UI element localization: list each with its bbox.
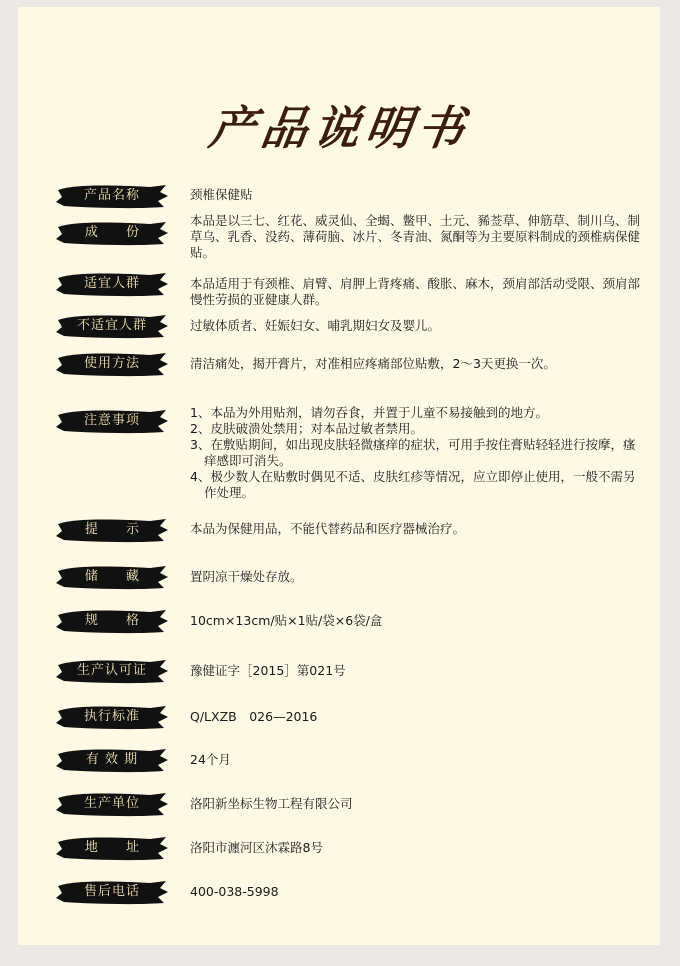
value-text: 400-038-5998 xyxy=(190,884,279,899)
ink-label xyxy=(54,834,170,862)
label-text: 生产单位 xyxy=(83,796,140,811)
value-text: 洛阳市瀍河区沐霖路8号 xyxy=(190,840,323,855)
value-text: 10cm×13cm/贴×1贴/袋×6袋/盒 xyxy=(190,613,383,628)
ink-label xyxy=(54,878,170,906)
label-text: 售后电话 xyxy=(83,884,140,899)
label-text: 产品名称 xyxy=(83,188,140,203)
value-text: 24个月 xyxy=(190,752,231,767)
list-item: 2、皮肤破溃处禁用；对本品过敏者禁用。 xyxy=(190,421,423,436)
value-text: Q/LXZB 026—2016 xyxy=(190,709,318,724)
value-text: 清洁痛处，揭开膏片，对准相应疼痛部位贴敷，2～3天更换一次。 xyxy=(190,356,556,371)
value-text: 洛阳新坐标生物工程有限公司 xyxy=(190,796,353,811)
value-text: 本品是以三七、红花、威灵仙、全蝎、鳖甲、土元、豨莶草、伸筋草、制川乌、制草乌、乳香、没药、薄荷脑、冰片、冬青油、氮酮等为主要原料制成的颈椎病保健贴。 xyxy=(190,213,641,260)
ink-label xyxy=(54,746,170,774)
label-text: 储 藏 xyxy=(84,569,152,584)
ink-label xyxy=(54,516,170,544)
value-text: 本品为保健用品，不能代替药品和医疗器械治疗。 xyxy=(190,521,466,536)
ink-label xyxy=(54,270,170,298)
label-text: 注意事项 xyxy=(83,413,140,428)
label-text: 执行标准 xyxy=(83,709,140,724)
list-item: 4、极少数人在贴敷时偶见不适、皮肤红疹等情况，应立即停止使用，一般不需另作处理。 xyxy=(190,469,636,500)
value-text: 本品适用于有颈椎、肩臂、肩胛上背疼痛、酸胀、麻木，颈肩部活动受限、颈肩部慢性劳损的亚健康人群。 xyxy=(190,276,641,307)
ink-label xyxy=(54,703,170,731)
ink-label xyxy=(54,563,170,591)
ink-label xyxy=(54,182,170,210)
label-text: 生产认可证 xyxy=(76,663,147,678)
label-text: 有 效 期 xyxy=(85,752,139,767)
label-text: 适宜人群 xyxy=(83,276,140,291)
label-text: 使用方法 xyxy=(83,356,140,371)
page-title: 产品说明书 xyxy=(205,101,474,155)
ink-label xyxy=(54,312,170,340)
label-text: 地 址 xyxy=(84,840,152,855)
value-text: 豫健证字［2015］第021号 xyxy=(190,663,346,678)
label-text: 不适宜人群 xyxy=(76,318,147,333)
ink-label xyxy=(54,657,170,685)
value-text: 置阴凉干燥处存放。 xyxy=(190,569,303,584)
list-item: 1、本品为外用贴剂，请勿吞食，并置于儿童不易接触到的地方。 xyxy=(190,405,548,420)
precautions-list xyxy=(190,405,642,501)
ink-label xyxy=(54,219,170,247)
ink-label xyxy=(54,350,170,378)
value-text: 过敏体质者、妊娠妇女、哺乳期妇女及婴儿。 xyxy=(190,318,441,333)
ink-label xyxy=(54,407,170,435)
label-text: 成 份 xyxy=(84,225,152,240)
label-text: 提 示 xyxy=(84,522,152,537)
value-text: 颈椎保健贴 xyxy=(190,187,253,202)
list-item: 3、在敷贴期间，如出现皮肤轻微瘙痒的症状，可用手按住膏贴轻轻进行按摩，瘙痒感即可消失。 xyxy=(190,437,636,468)
ink-label xyxy=(54,607,170,635)
label-text: 规 格 xyxy=(84,613,152,628)
ink-label xyxy=(54,790,170,818)
